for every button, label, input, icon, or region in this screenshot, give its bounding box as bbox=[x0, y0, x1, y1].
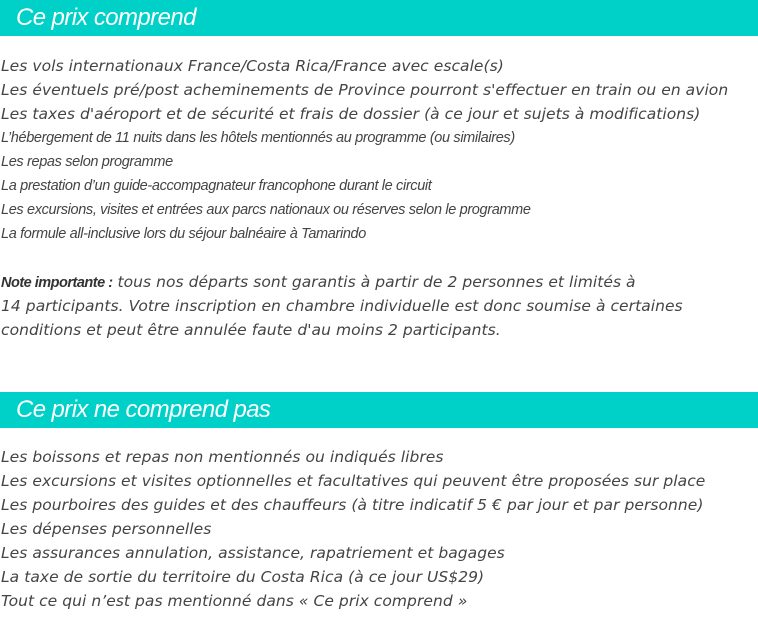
included-section-header bbox=[0, 0, 758, 36]
note-label: Note importante : bbox=[1, 275, 113, 291]
included-item: L’hébergement de 11 nuits dans les hôtels mentionnés au programme (ou similaires) bbox=[1, 130, 515, 146]
excluded-item: Les dépenses personnelles bbox=[1, 520, 212, 538]
included-item: Les éventuels pré/post acheminements de Province pourront s'effectuer en train ou en avion bbox=[1, 81, 729, 99]
excluded-item: Les pourboires des guides et des chauffeurs (à titre indicatif 5 € par jour et par personne) bbox=[1, 496, 704, 514]
excluded-item: Les assurances annulation, assistance, rapatriement et bagages bbox=[1, 544, 505, 562]
included-item: Les taxes d'aéroport et de sécurité et frais de dossier (à ce jour et sujets à modifications) bbox=[1, 105, 701, 123]
included-item: Les repas selon programme bbox=[1, 154, 173, 170]
note-text: tous nos départs sont garantis à partir de 2 personnes et limités à bbox=[112, 273, 636, 291]
included-section-title: Ce prix comprend bbox=[16, 4, 196, 31]
included-item: Les excursions, visites et entrées aux parcs nationaux ou réserves selon le programme bbox=[1, 202, 531, 218]
excluded-item: Tout ce qui n’est pas mentionné dans « Ce prix comprend » bbox=[1, 592, 468, 610]
included-item: La prestation d’un guide-accompagnateur francophone durant le circuit bbox=[1, 178, 432, 194]
excluded-item: Les boissons et repas non mentionnés ou indiqués libres bbox=[1, 448, 444, 466]
note-line-1 bbox=[1, 270, 636, 295]
excluded-item: Les excursions et visites optionnelles et facultatives qui peuvent être proposées sur place bbox=[1, 472, 706, 490]
included-item: La formule all-inclusive lors du séjour balnéaire à Tamarindo bbox=[1, 226, 366, 242]
excluded-section-title: Ce prix ne comprend pas bbox=[16, 396, 271, 423]
excluded-section-header bbox=[0, 392, 758, 428]
excluded-item: La taxe de sortie du territoire du Costa Rica (à ce jour US$29) bbox=[1, 568, 485, 586]
note-line-2: 14 participants. Votre inscription en chambre individuelle est donc soumise à certaines bbox=[1, 297, 683, 315]
note-line-3: conditions et peut être annulée faute d'au moins 2 participants. bbox=[1, 321, 501, 339]
included-item: Les vols internationaux France/Costa Rica/France avec escale(s) bbox=[1, 57, 504, 75]
